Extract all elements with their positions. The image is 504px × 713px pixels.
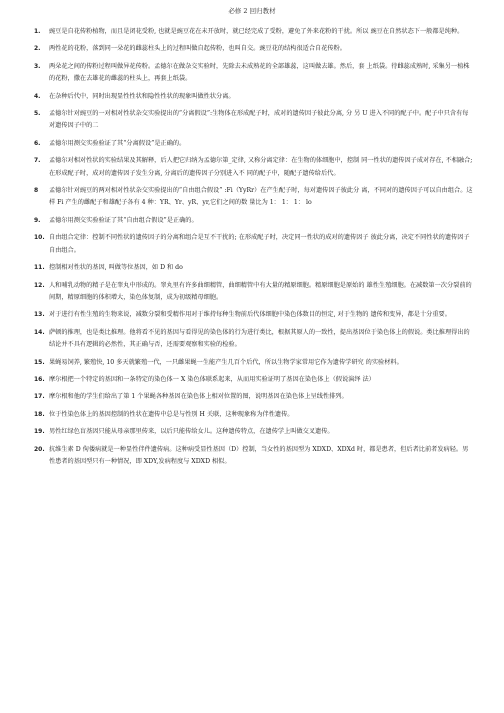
- item-text: 抗维生素 D 佝偻病就是一种显性伴件遗传病。这种病受显性基因（D）控制，当女性的基因型为 XDXD、XDXd 时，都是患者，但后者比前者发病轻。男性患者的基因型只有一种情况，即 XDY,发病程度与 XDXD 相似。: [49, 445, 469, 465]
- item-text: 果蝇易饲养, 繁殖快, 10 多天就繁殖一代，一只雌果蝇一生能产生几百个后代，所以生物学家常用它作为遗传学研究 的实验材料。: [49, 358, 403, 366]
- item-text: 控制相对性状的基因, 叫做等位基因，如 D 和 do: [49, 264, 183, 272]
- item-list: [34, 26, 474, 473]
- item-text: 在杂种后代中，同时出现显性性状和隐性性状的现象叫做性状分离。: [49, 92, 235, 100]
- item-text: 豌豆是自花传粉植物，而且是闭花受粉, 也就是豌豆花在未开放时，就已经完成了受粉，避免了外来花粉的干扰。所以 豌豆在自然状态下一般都是纯种。: [49, 28, 464, 35]
- item-number: 2.: [34, 45, 41, 53]
- list-item: [34, 426, 474, 438]
- list-item: [34, 232, 474, 257]
- list-item: [34, 262, 474, 274]
- item-number: 3.: [34, 62, 41, 70]
- list-item: [34, 185, 474, 210]
- item-text: 孟德尔针对豌豆的一对相对性状杂交实验提出的“分离假设”:生物体在形成配子时，成对的遗传因子彼此分离, 分 另 U 进入不同的配子中。配子中只含有每对遗传因子中的二: [49, 110, 469, 130]
- list-item: [34, 215, 474, 227]
- list-item: [34, 409, 474, 421]
- item-number: 6.: [34, 139, 41, 147]
- item-number: 7.: [34, 157, 41, 165]
- list-item: [34, 108, 474, 133]
- item-text: 人和哺乳动物的精子是在睾丸中形成的。睾丸里有许多曲细精管，曲细精管中有大量的精原细胞。精原细胞是原始的 雄性生殖细胞。在减数第一次分裂前的间期，精原细胞的体积增大，染色体复制，成为初级精母细胞。: [49, 281, 472, 301]
- list-item: [34, 374, 474, 386]
- item-text: 孟德尔用测交实验验证了其“分离假设”是正确的。: [49, 139, 186, 147]
- item-number: 16.: [34, 375, 45, 383]
- item-text: 位于性染色体上的基因控制的性状在遗传中总是与性别 H 关联，这种现象称为伴性遗传。: [49, 410, 294, 418]
- item-number: 11.: [34, 264, 45, 272]
- list-item: [34, 444, 474, 469]
- item-number: 8: [34, 187, 39, 195]
- item-text: 对于进行有性生殖的生物来说，减数分裂和受精作用对于维持每种生物前后代体细胞中染色体数目的恒定, 对于生物的 遗传和变异，都是十分重要。: [49, 311, 451, 319]
- item-text: 摩尔根把一个特定的基因和一条特定的染色体一 X 染色体联系起来，从而用实验证明了基因在染色体上（假说演绎 法）: [49, 375, 375, 383]
- list-item: [34, 309, 474, 321]
- list-item: [34, 357, 474, 369]
- list-item: [34, 391, 474, 403]
- item-text: 孟德尔对相对性状的实验结果及其解释，后人把它归纳为孟德尔第_定律, 又称分离定律：在生物的体细胞中，控制 同一性状的遗传因子成对存在, 不相融合; 在形成配子时，成对的遗传因子发生分离, 分离后的遗传因子分别进入不 同的配子中，随配子遗传给后代。: [49, 157, 473, 177]
- item-text: 孟德尔用测交实验验证了其“自由组合假设”是正确的。: [49, 216, 198, 224]
- item-number: 4.: [34, 92, 41, 100]
- list-item: [34, 43, 474, 55]
- list-item: [34, 155, 474, 180]
- item-number: 9.: [34, 216, 41, 224]
- page-title: 必修 2 回归教材: [228, 7, 276, 15]
- item-text: 自由组合定律：控制不同性状的遗传因子的分离和组合是互不干扰的; 在形成配子时，决定同一性状的成对的遗传因子 彼此分离，决定不同性状的遗传因子自由组合。: [49, 234, 470, 254]
- item-number: 17.: [34, 393, 45, 401]
- item-number: 19.: [34, 428, 45, 436]
- item-text: 萨顿的推理，也是类比推理。他将看不见的基因与看得见的染色体的行为进行类比，根据其原人的一致性，提出基因位于染色体上的假说。类比推理得出的结论并不具有逻辑的必然性，其正确与否，还需要观察和实验的检验。: [49, 328, 470, 349]
- item-text: 两性花的花粉，落到同一朵花的雌蕊柱头上的过程叫做自起传粉，也叫自交。豌豆花的结构很适合自花传粉。: [49, 45, 346, 53]
- item-number: 1.: [34, 28, 41, 35]
- list-item: [34, 26, 474, 38]
- item-number: 13.: [34, 311, 45, 319]
- list-item: [34, 61, 474, 86]
- item-number: 5.: [34, 110, 41, 118]
- item-text: 摩尔根和他的学生们给出了第 1 个果蝇各种基因在染色体上相对位置的图，说明基因在染色体上呈线性排列。: [49, 393, 348, 401]
- list-item: [34, 138, 474, 150]
- item-text: 孟德尔针对豌豆的两对相对性状杂交实验提出的“自由组合假设” :Fi（YyRr）在产生配子时，每对遗传因子彼此分 离，不同对的遗传因子可以自由组合。这样 Fi 产生的雌配子和雄配子各有 4 种：YR、Yr、yR、yr,它们之间的数 量比为 1： 1： 1： lo: [49, 187, 473, 207]
- item-text: 两朵花之间的传粉过程叫做异花传粉。孟德尔在做杂交实验时，先除去未成熟花的全部雄蕊，这叫做去雄。然后，套 上纸袋。待雌蕊成熟时, 采集另一植株的花粉，撒在去雄花的雌蕊的柱头上，再套上纸袋。: [49, 62, 470, 83]
- list-item: [34, 327, 474, 352]
- list-item: [34, 280, 474, 305]
- item-number: 10.: [34, 234, 45, 242]
- item-number: 20.: [34, 445, 45, 453]
- item-text: 男性红绿色盲基因只能从母亲那里传来，以后只能传给女儿。这种遗传特点，在遗传学上叫做交叉遗传。: [49, 428, 334, 436]
- item-number: 12.: [34, 281, 45, 289]
- list-item: [34, 91, 474, 103]
- item-number: 18.: [34, 410, 45, 418]
- item-number: 14.: [34, 328, 45, 336]
- item-number: 15.: [34, 358, 45, 366]
